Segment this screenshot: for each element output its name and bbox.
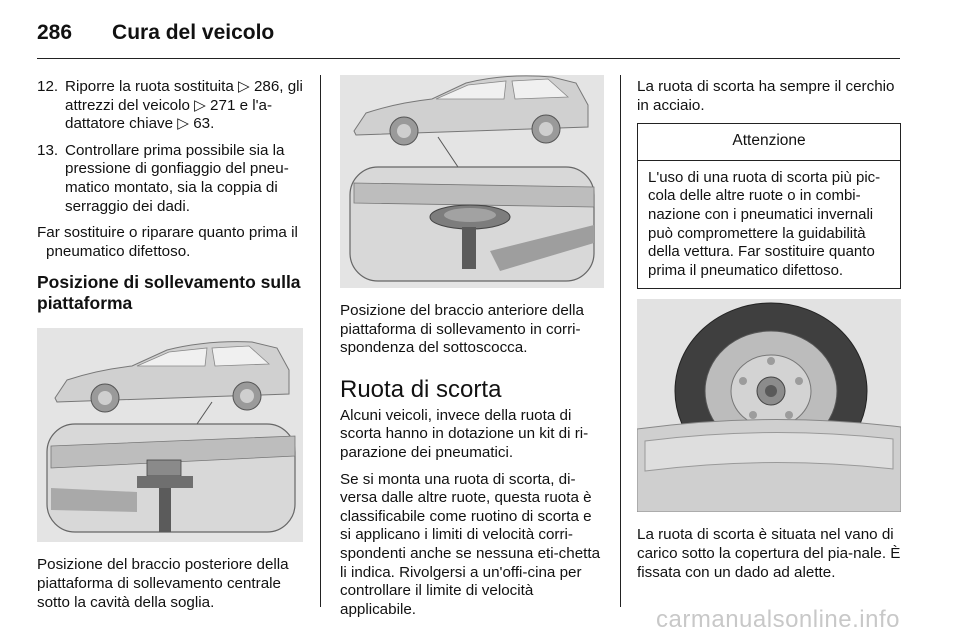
column-divider [320,75,321,607]
spare-wheel-illustration [637,299,901,512]
lift-point-rear-illustration [37,328,303,542]
list-text: Controllare prima possibile sia la pressione di gonfiaggio del pneu-matico montato, sia la coppia di serraggio dei dadi. [65,141,289,215]
lift-point-front-illustration [340,75,604,288]
chapter-title: Cura del veicolo [112,21,275,44]
list-item [37,78,303,134]
watermark: carmanualsonline.info [656,606,900,633]
paragraph: Alcuni veicoli, invece della ruota di scorta hanno in dotazione un kit di ri-parazione dei pneumatici. [340,406,589,461]
header-rule [37,58,900,59]
subheading: Posizione di sollevamento sulla piattaforma [37,272,301,314]
figure-caption: La ruota di scorta è situata nel vano di carico sotto la copertura del pia-nale. È fissata con un dado ad alette. [637,526,901,581]
column-3 [637,78,902,590]
list-number: 12. [37,78,59,95]
paragraph: Far sostituire o riparare quanto prima il pneumatico difettoso. [37,224,298,260]
page-number: 286 [37,21,73,44]
page-header [37,18,274,48]
column-1 [37,78,303,620]
list-item [37,142,303,216]
section-title: Ruota di scorta [340,375,502,403]
list-number: 13. [37,141,59,159]
warning-text: L'uso di una ruota di scorta più pic-cola delle altre ruote o in combi-nazione con i pneumatici invernali può compromettere la guidabilità della vettura. Far sostituire quanto prima il pneumatico difettoso. [648,168,881,279]
paragraph: La ruota di scorta ha sempre il cerchio in acciaio. [637,78,895,114]
column-divider [620,75,621,607]
warning-box [637,123,901,289]
figure-caption: Posizione del braccio anteriore della piattaforma di sollevamento in corri-spondenza del sottoscocca. [340,302,584,357]
list-text: Riporre la ruota sostituita ▷ 286, gli attrezzi del veicolo ▷ 271 e l'a-dattatore chiave ▷ 63. [65,78,303,133]
column-2 [340,75,604,627]
warning-title: Attenzione [638,124,900,161]
figure-caption: Posizione del braccio posteriore della piattaforma di sollevamento centrale sotto la cavità della soglia. [37,556,289,611]
paragraph: Se si monta una ruota di scorta, di-versa dalle altre ruote, questa ruota è classificabile come ruotino di scorta e si applicano i limiti di velocità corri-spondenti anche se nessuna eti-chetta li indica. Rivolgersi a un'offi-cina per controllare il limite di velocità applicabile. [340,470,601,618]
